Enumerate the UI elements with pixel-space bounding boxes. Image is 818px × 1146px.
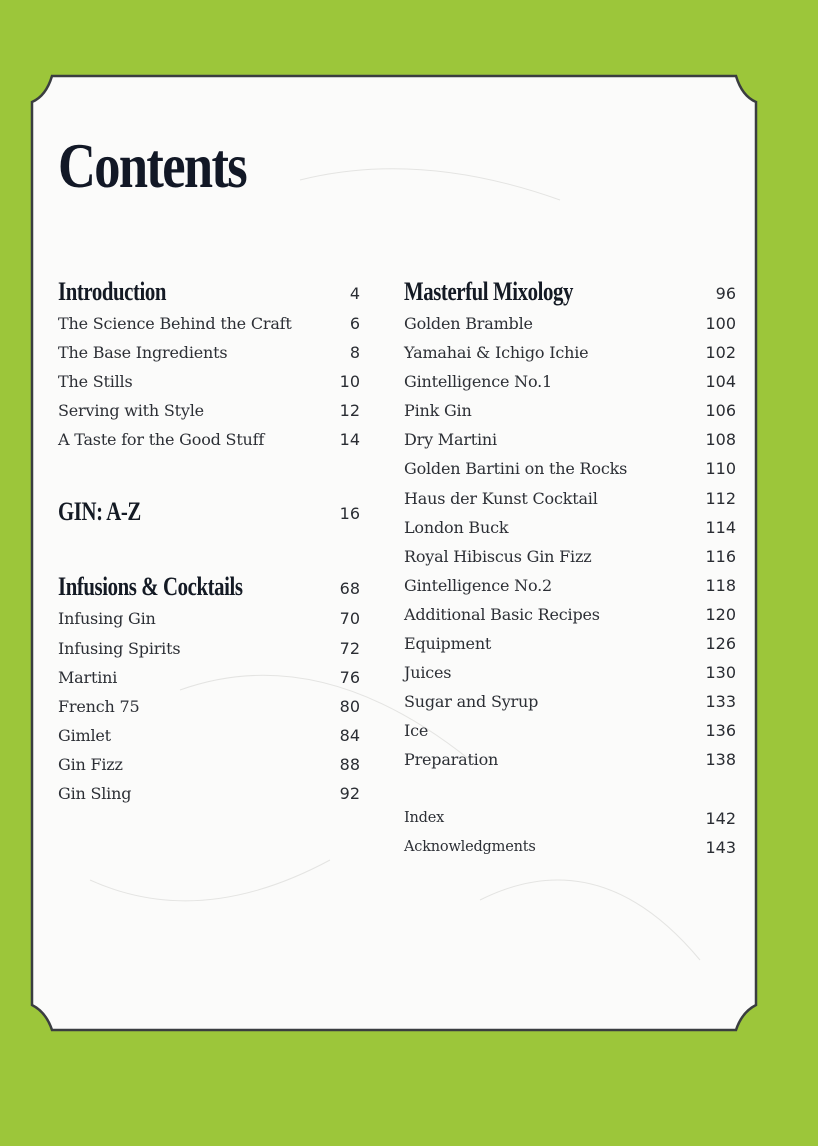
section-title: Infusions & Cocktails [58, 572, 243, 602]
page-title: Contents [58, 130, 247, 201]
toc-entry[interactable] [58, 779, 360, 808]
toc-entry[interactable] [58, 604, 360, 633]
entry-page-number: 110 [705, 459, 736, 479]
toc-entry[interactable] [404, 833, 736, 862]
entry-title: Gintelligence No.1 [404, 372, 553, 392]
entry-page-number: 136 [705, 721, 736, 741]
toc-section-heading[interactable] [404, 275, 736, 309]
entry-title: Infusing Gin [58, 609, 156, 629]
toc-entry[interactable] [404, 338, 736, 367]
toc-entry[interactable] [404, 454, 736, 483]
entry-title: A Taste for the Good Stuff [58, 430, 265, 450]
entry-title: Yamahai & Ichigo Ichie [404, 343, 589, 363]
toc-entry[interactable] [58, 309, 360, 338]
toc-entry[interactable] [58, 721, 360, 750]
toc-left-column [58, 275, 360, 808]
entry-title: The Stills [58, 372, 133, 392]
toc-entry[interactable] [58, 692, 360, 721]
entry-page-number: 70 [339, 609, 360, 629]
toc-entry[interactable] [404, 658, 736, 687]
toc-entry[interactable] [404, 484, 736, 513]
toc-entry[interactable] [58, 338, 360, 367]
entry-page-number: 104 [705, 372, 736, 392]
entry-page-number: 142 [705, 808, 736, 828]
entry-title: Equipment [404, 634, 492, 654]
section-title: Masterful Mixology [404, 277, 573, 306]
entry-page-number: 88 [339, 754, 360, 774]
toc-entry[interactable] [58, 367, 360, 396]
toc-entry[interactable] [58, 634, 360, 663]
toc-entry[interactable] [404, 309, 736, 338]
toc-section-heading[interactable] [58, 495, 360, 529]
toc-entry[interactable] [404, 629, 736, 658]
toc-entry[interactable] [58, 425, 360, 454]
toc-section-heading[interactable] [58, 570, 360, 604]
entry-title: French 75 [58, 696, 140, 716]
entry-title: Martini [58, 667, 118, 687]
entry-title: Ice [404, 721, 429, 741]
entry-title: Gintelligence No.2 [404, 575, 553, 595]
entry-title: Serving with Style [58, 401, 204, 421]
entry-page-number: 118 [705, 575, 736, 595]
section-spacer [58, 454, 360, 495]
entry-title: Preparation [404, 750, 499, 770]
toc-entry[interactable] [404, 600, 736, 629]
toc-entry[interactable] [404, 542, 736, 571]
toc-entry[interactable] [404, 716, 736, 745]
toc-entry[interactable] [58, 396, 360, 425]
entry-title: Gin Fizz [58, 754, 123, 774]
entry-page-number: 14 [339, 430, 360, 450]
toc-entry[interactable] [404, 804, 736, 833]
entry-page-number: 10 [339, 372, 360, 392]
entry-title: Gin Sling [58, 784, 132, 804]
toc-entry[interactable] [404, 396, 736, 425]
toc-entry[interactable] [404, 367, 736, 396]
section-title: GIN: A-Z [58, 497, 141, 527]
entry-title: Pink Gin [404, 401, 472, 421]
entry-page-number: 92 [339, 784, 360, 804]
entry-page-number: 76 [339, 667, 360, 687]
entry-page-number: 133 [705, 692, 736, 712]
entry-title: Dry Martini [404, 430, 497, 450]
entry-title: Golden Bramble [404, 314, 533, 333]
entry-title: Gimlet [58, 725, 111, 745]
entry-page-number: 120 [705, 604, 736, 624]
entry-title: Acknowledgments [404, 838, 536, 855]
entry-title: Juices [404, 663, 452, 683]
entry-page-number: 100 [705, 314, 736, 333]
toc-entry[interactable] [58, 663, 360, 692]
toc-entry[interactable] [404, 513, 736, 542]
entry-title: Golden Bartini on the Rocks [404, 459, 628, 479]
entry-page-number: 106 [705, 401, 736, 421]
entry-page-number: 80 [339, 696, 360, 716]
entry-page-number: 12 [339, 401, 360, 421]
entry-title: Additional Basic Recipes [404, 604, 600, 624]
section-page-number: 16 [339, 504, 360, 524]
entry-page-number: 102 [705, 343, 736, 363]
section-page-number: 68 [339, 579, 360, 599]
section-spacer [404, 775, 736, 804]
entry-page-number: 116 [705, 546, 736, 566]
section-title: Introduction [58, 277, 167, 306]
entry-page-number: 8 [349, 343, 360, 363]
entry-title: Infusing Spirits [58, 638, 181, 658]
entry-page-number: 72 [339, 638, 360, 658]
entry-page-number: 6 [349, 314, 360, 333]
toc-entry[interactable] [58, 750, 360, 779]
entry-page-number: 126 [705, 634, 736, 654]
section-spacer [58, 529, 360, 570]
entry-page-number: 84 [339, 725, 360, 745]
entry-title: Index [404, 809, 445, 826]
entry-title: Sugar and Syrup [404, 692, 539, 712]
section-page-number: 96 [715, 284, 736, 303]
entry-page-number: 108 [705, 430, 736, 450]
toc-right-column [404, 275, 736, 862]
toc-entry[interactable] [404, 687, 736, 716]
entry-page-number: 112 [705, 488, 736, 508]
toc-entry[interactable] [404, 571, 736, 600]
toc-entry[interactable] [404, 745, 736, 774]
entry-title: The Base Ingredients [58, 343, 228, 363]
toc-section-heading[interactable] [58, 275, 360, 309]
entry-page-number: 130 [705, 663, 736, 683]
entry-title: London Buck [404, 517, 509, 537]
entry-title: Royal Hibiscus Gin Fizz [404, 546, 592, 566]
entry-page-number: 114 [705, 517, 736, 537]
entry-title: The Science Behind the Craft [58, 314, 292, 333]
entry-title: Haus der Kunst Cocktail [404, 488, 598, 508]
entry-page-number: 138 [705, 750, 736, 770]
section-page-number: 4 [349, 284, 360, 303]
toc-entry[interactable] [404, 425, 736, 454]
entry-page-number: 143 [705, 837, 736, 857]
